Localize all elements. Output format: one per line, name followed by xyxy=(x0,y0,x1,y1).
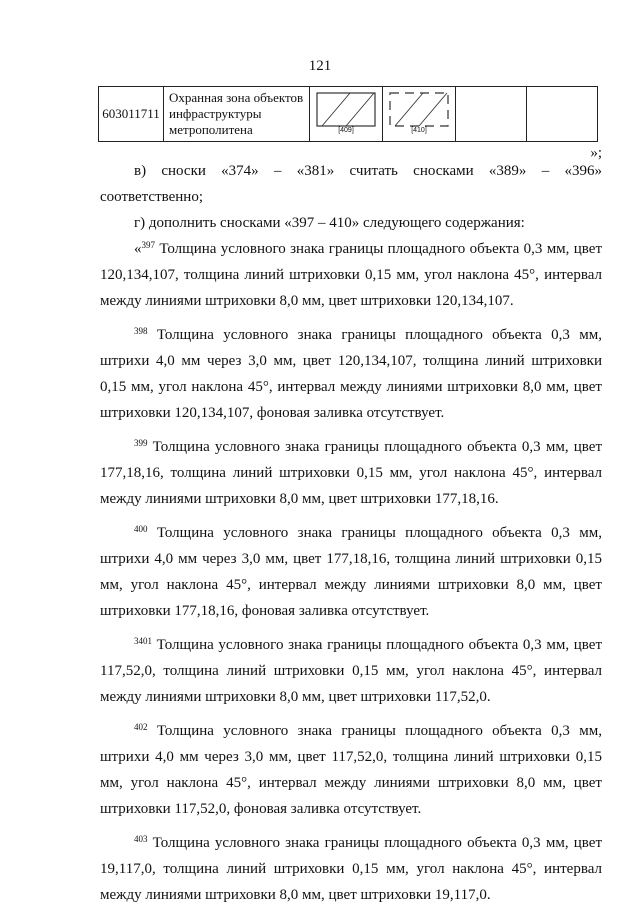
footnote-402 xyxy=(100,718,602,822)
footnote-number: 397 xyxy=(141,240,155,250)
legend-table xyxy=(98,86,598,142)
symbol-label-b: [410] xyxy=(411,127,427,134)
open-quote: « xyxy=(134,241,142,257)
footnote-403 xyxy=(100,830,602,908)
footnote-text: Толщина условного знака границы площадного объекта 0,3 мм, штрихи 4,0 мм через 3,0 мм, цвет 177,18,16, толщина линий штриховки 0,15 мм, угол наклона 45°, интервал между линиями штриховки 8,0 мм, цвет штриховки 177,18,16, фоновая заливка отсутствует. xyxy=(100,525,602,619)
closing-quote: »; xyxy=(590,145,602,161)
item-v: в) сноски «374» – «381» считать сносками «389» – «396» соответственно; xyxy=(100,163,602,205)
footnote-text: Толщина условного знака границы площадного объекта 0,3 мм, цвет 177,18,16, толщина линий штриховки 0,15 мм, угол наклона 45°, интервал между линиями штриховки 8,0 мм, цвет штриховки 177,18,16. xyxy=(100,439,602,507)
footnote-text: Толщина условного знака границы площадного объекта 0,3 мм, цвет 120,134,107, толщина линий штриховки 0,15 мм, угол наклона 45°, интервал между линиями штриховки 8,0 мм, цвет штриховки 120,134,107. xyxy=(100,241,602,309)
footnote-number: 402 xyxy=(134,722,148,732)
footnote-398 xyxy=(100,322,602,426)
object-code: 603011711 xyxy=(99,87,164,142)
symbol-label-a: [409] xyxy=(338,127,354,134)
footnote-number: 3401 xyxy=(134,636,152,646)
footnote-401 xyxy=(100,632,602,710)
body-text xyxy=(100,158,602,908)
footnote-397 xyxy=(100,236,602,314)
footnote-text: Толщина условного знака границы площадного объекта 0,3 мм, штрихи 4,0 мм через 3,0 мм, цвет 117,52,0, толщина линий штриховки 0,15 мм, угол наклона 45°, интервал между линиями штриховки 8,0 мм, цвет штриховки 117,52,0, фоновая заливка отсутствует. xyxy=(100,723,602,817)
footnote-number: 398 xyxy=(134,326,148,336)
empty-cell xyxy=(527,87,598,142)
symbol-cell-a xyxy=(310,87,383,142)
footnote-399 xyxy=(100,434,602,512)
symbol-cell-b xyxy=(383,87,456,142)
object-name: Охранная зона объектов инфраструктуры метрополитена xyxy=(164,87,310,142)
page-number: 121 xyxy=(308,58,332,74)
empty-cell xyxy=(456,87,527,142)
footnote-text: Толщина условного знака границы площадного объекта 0,3 мм, цвет 117,52,0, толщина линий штриховки 0,15 мм, угол наклона 45°, интервал между линиями штриховки 8,0 мм, цвет штриховки 117,52,0. xyxy=(100,637,602,705)
footnote-number: 399 xyxy=(134,438,148,448)
footnote-number: 400 xyxy=(134,524,148,534)
item-g: г) дополнить сносками «397 – 410» следующего содержания: xyxy=(134,215,525,231)
footnote-number: 403 xyxy=(134,834,148,844)
footnote-text: Толщина условного знака границы площадного объекта 0,3 мм, цвет 19,117,0, толщина линий штриховки 0,15 мм, угол наклона 45°, интервал между линиями штриховки 8,0 мм, цвет штриховки 19,117,0. xyxy=(100,835,602,903)
footnote-text: Толщина условного знака границы площадного объекта 0,3 мм, штрихи 4,0 мм через 3,0 мм, цвет 120,134,107, толщина линий штриховки 0,15 мм, угол наклона 45°, интервал между линиями штриховки 8,0 мм, цвет штриховки 120,134,107, фоновая заливка отсутствует. xyxy=(100,327,602,421)
footnote-400 xyxy=(100,520,602,624)
table-row xyxy=(99,87,598,142)
